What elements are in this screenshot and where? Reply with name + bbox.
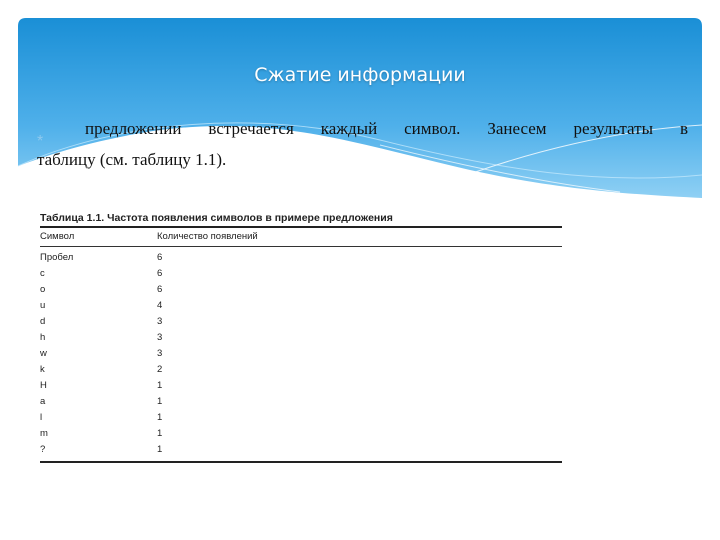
- table-row: [40, 346, 562, 362]
- table-row: [40, 314, 562, 330]
- asterisk-bullet-icon: *: [37, 133, 44, 150]
- count-cell: 1: [157, 412, 163, 423]
- symbol-cell: m: [40, 428, 48, 439]
- count-cell: 1: [157, 396, 163, 407]
- table-row: [40, 426, 562, 442]
- symbol-cell: Пробел: [40, 252, 74, 263]
- count-cell: 1: [157, 444, 163, 455]
- count-cell: 3: [157, 332, 163, 343]
- table-row: [40, 442, 562, 458]
- table-header: [40, 228, 562, 247]
- symbol-cell: u: [40, 300, 46, 311]
- word: встречается: [208, 119, 294, 138]
- table-row: [40, 266, 562, 282]
- symbol-cell: a: [40, 396, 46, 407]
- symbol-cell: w: [40, 348, 47, 359]
- count-cell: 1: [157, 380, 163, 391]
- paragraph-line-1: [85, 119, 688, 139]
- table-row: [40, 378, 562, 394]
- symbol-cell: d: [40, 316, 46, 327]
- table-row: [40, 282, 562, 298]
- paragraph-line-2: таблицу (см. таблицу 1.1).: [37, 150, 227, 169]
- table-body: [40, 247, 562, 463]
- table-caption: Таблица 1.1. Частота появления символов в примере предложения: [40, 210, 562, 228]
- table-row: [40, 362, 562, 378]
- header-count: Количество появлений: [157, 231, 258, 242]
- symbol-cell: o: [40, 284, 46, 295]
- count-cell: 3: [157, 316, 163, 327]
- count-cell: 4: [157, 300, 163, 311]
- count-cell: 2: [157, 364, 163, 375]
- symbol-cell: H: [40, 380, 47, 391]
- symbol-cell: ?: [40, 444, 46, 455]
- symbol-cell: h: [40, 332, 46, 343]
- word: символ.: [404, 119, 461, 138]
- word: в: [679, 119, 688, 138]
- count-cell: 1: [157, 428, 163, 439]
- word: Занесем: [487, 119, 547, 138]
- word: предложении: [85, 119, 182, 138]
- count-cell: 3: [157, 348, 163, 359]
- table-row: [40, 330, 562, 346]
- symbol-cell: c: [40, 268, 45, 279]
- header-symbol: Символ: [40, 231, 75, 242]
- table-row: [40, 410, 562, 426]
- symbol-cell: k: [40, 364, 45, 375]
- word: каждый: [320, 119, 378, 138]
- slide-title: Сжатие информации: [254, 64, 466, 86]
- count-cell: 6: [157, 268, 163, 279]
- table-row: [40, 250, 562, 266]
- count-cell: 6: [157, 284, 163, 295]
- table-row: [40, 394, 562, 410]
- frequency-table: [40, 210, 562, 463]
- symbol-cell: l: [40, 412, 43, 423]
- table-row: [40, 298, 562, 314]
- count-cell: 6: [157, 252, 163, 263]
- word: результаты: [573, 119, 654, 138]
